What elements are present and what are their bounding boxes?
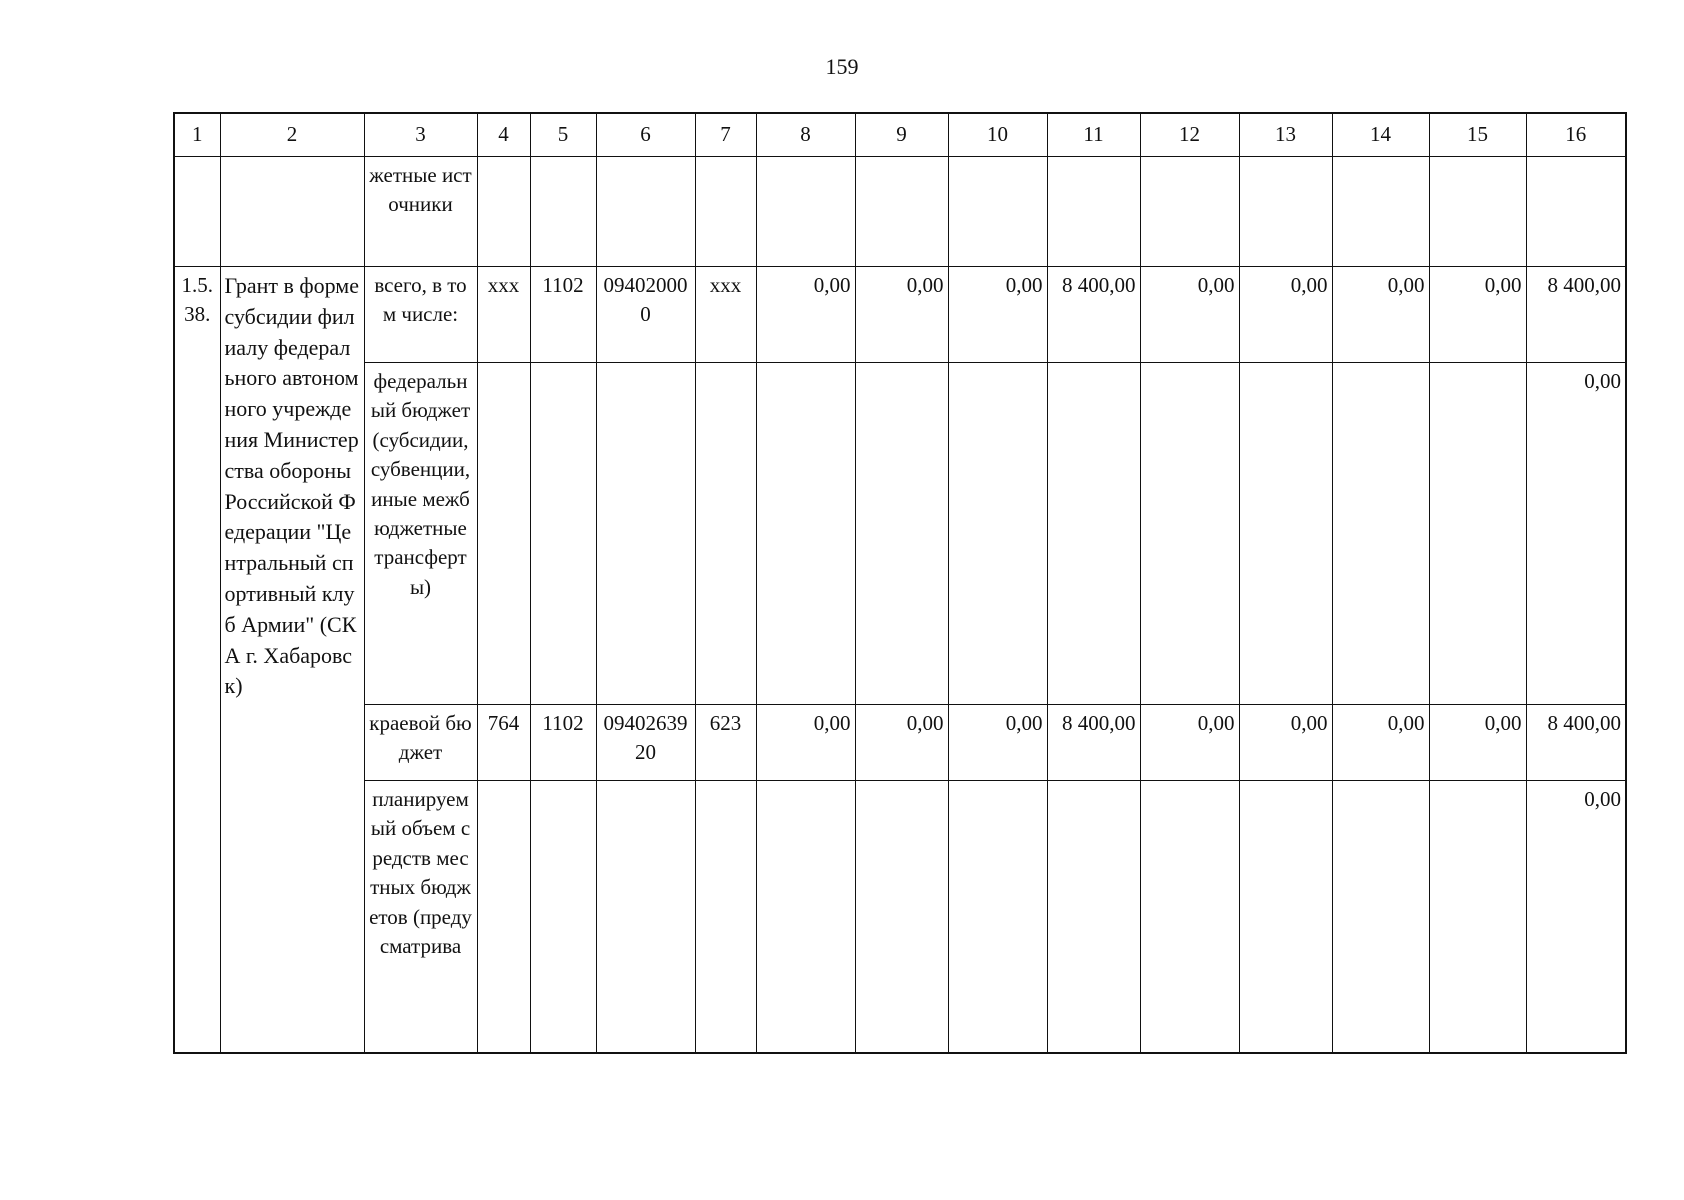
budget-table [173, 112, 1627, 1054]
entry-name: Грант в форме субсидии филиалу федерального автономного учреждения Министерства обороны Российской Федерации "Центральный спортивный клуб Армии" (СКА г. Хабаровск) [220, 267, 364, 1053]
source-cell: всего, в том числе: [364, 267, 477, 363]
header-cell: 14 [1332, 113, 1429, 157]
header-cell: 3 [364, 113, 477, 157]
header-cell: 13 [1239, 113, 1332, 157]
header-cell: 16 [1526, 113, 1626, 157]
table-row: краевой бюджет 764 1102 0940263920 623 0,00 0,00 0,00 8 400,00 0,00 0,00 0,00 0,00 8 400,00 [174, 705, 1626, 781]
header-cell: 11 [1047, 113, 1140, 157]
source-cell: федеральный бюджет (субсидии, субвенции, иные межбюджетные трансферты) [364, 363, 477, 705]
header-cell: 12 [1140, 113, 1239, 157]
entry-index: 1.5.38. [174, 267, 220, 1053]
header-cell: 9 [855, 113, 948, 157]
header-cell: 1 [174, 113, 220, 157]
header-cell: 10 [948, 113, 1047, 157]
table-row: 1.5.38. Грант в форме субсидии филиалу федерального автономного учреждения Министерства обороны Российской Федерации "Центральный спортивный клуб Армии" (СКА г. Хабаровск) всего, в том числе: xxx 1102 094020000 xxx 0,00 0,00 0,00 8 400,00 0,00 0,00 0,00 0,00 8 400,00 [174, 267, 1626, 363]
header-cell: 5 [530, 113, 596, 157]
page-number: 159 [825, 54, 859, 79]
header-cell: 8 [756, 113, 855, 157]
table-row: федеральный бюджет (субсидии, субвенции, иные межбюджетные трансферты) 0,00 [174, 363, 1626, 705]
header-cell: 4 [477, 113, 530, 157]
header-cell: 15 [1429, 113, 1526, 157]
header-cell: 2 [220, 113, 364, 157]
source-cell: краевой бюджет [364, 705, 477, 781]
header-cell: 6 [596, 113, 695, 157]
header-row [174, 113, 1626, 157]
source-cell: жетные источники [364, 157, 477, 267]
table-row: планируемый объем средств местных бюджетов (предусматрива 0,00 [174, 781, 1626, 1053]
continuation-row [174, 157, 1626, 267]
header-cell: 7 [695, 113, 756, 157]
source-cell: планируемый объем средств местных бюджетов (предусматрива [364, 781, 477, 1053]
